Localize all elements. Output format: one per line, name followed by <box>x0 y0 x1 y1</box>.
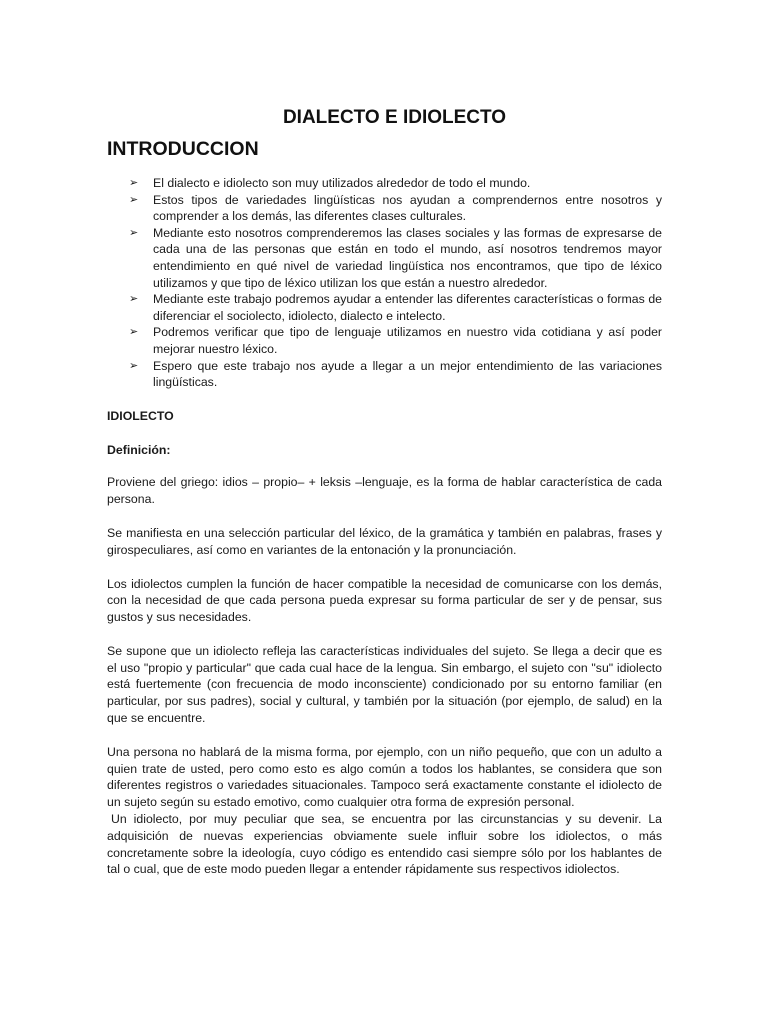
bullet-text: Mediante este trabajo podremos ayudar a entender las diferentes características o formas de diferenciar el sociolecto, idiolecto, dialecto e intelecto. <box>153 292 662 323</box>
document-body <box>107 104 662 878</box>
list-item <box>107 291 662 324</box>
paragraph: Una persona no hablará de la misma forma, por ejemplo, con un niño pequeño, que con un adulto a quien trate de usted, pero como esto es algo común a todos los hablantes, se considera que son diferentes registros o variedades situacionales. Tampoco será exactamente constante el idiolecto de un sujeto según su estado emotivo, como cualquier otra forma de expresión personal. <box>107 744 662 810</box>
introduction-bullet-list <box>107 175 662 391</box>
list-item <box>107 225 662 291</box>
paragraph: Se supone que un idiolecto refleja las características individuales del sujeto. Se llega a decir que es el uso "propio y particular" que cada cual hace de la lengua. Sin embargo, el sujeto con "su" idiolecto está fuertemente (con frecuencia de modo inconsciente) condicionado por su entorno familiar (en particular, por sus padres), social y cultural, y también por la situación (por ejemplo, de salud) en la que se encuentre. <box>107 643 662 726</box>
bullet-text: El dialecto e idiolecto son muy utilizados alrededor de todo el mundo. <box>153 176 531 190</box>
list-item <box>107 324 662 357</box>
idiolecto-heading: IDIOLECTO <box>107 408 174 423</box>
arrow-bullet-icon: ➢ <box>129 226 139 239</box>
list-item <box>107 175 662 192</box>
paragraph: Proviene del griego: idios – propio– + leksis –lenguaje, es la forma de hablar característica de cada persona. <box>107 475 662 507</box>
definition-label: Definición: <box>107 442 171 457</box>
bullet-text: Mediante esto nosotros comprenderemos las clases sociales y las formas de expresarse de cada una de las personas que están en todo el mundo, así nosotros tendremos mayor entendimiento en qué nivel de variedad lingüística nos encontramos, que tipo de léxico utilizamos y que tipo de léxico utilizan los que están a nuestro alrededor. <box>153 225 662 290</box>
document-title: DIALECTO E IDIOLECTO <box>282 107 507 128</box>
bullet-text: Espero que este trabajo nos ayude a llegar a un mejor entendimiento de las variaciones lingüísticas. <box>153 358 662 390</box>
arrow-bullet-icon: ➢ <box>129 293 139 306</box>
arrow-bullet-icon: ➢ <box>129 326 139 339</box>
bullet-text: Estos tipos de variedades lingüísticas nos ayudan a comprendernos entre nosotros y comprender a los demás, las diferentes clases culturales. <box>153 192 662 224</box>
paragraph: Un idiolecto, por muy peculiar que sea, se encuentra por las circunstancias y su devenir. La adquisición de nuevas experiencias obviamente suele influir sobre los idiolectos, o más concretamente sobre la ideología, cuyo código es entendido casi siempre sólo por los hablantes de tal o cual, que de este modo pueden llegar a entender rápidamente sus respectivos idiolectos. <box>107 812 662 877</box>
list-item <box>107 192 662 225</box>
arrow-bullet-icon: ➢ <box>129 193 139 206</box>
paragraph: Los idiolectos cumplen la función de hacer compatible la necesidad de comunicarse con los demás, con la necesidad de que cada persona pueda expresar su forma particular de ser y de pensar, sus gustos y sus necesidades. <box>107 576 662 625</box>
paragraph: Se manifiesta en una selección particular del léxico, de la gramática y también en palabras, frases y girospeculiares, así como en variantes de la entonación y la pronunciación. <box>107 525 662 557</box>
arrow-bullet-icon: ➢ <box>129 177 139 189</box>
introduction-heading: INTRODUCCION <box>107 138 259 160</box>
list-item <box>107 358 662 391</box>
bullet-text: Podremos verificar que tipo de lenguaje utilizamos en nuestro vida cotidiana y así poder mejorar nuestro léxico. <box>153 325 662 356</box>
arrow-bullet-icon: ➢ <box>129 359 139 372</box>
